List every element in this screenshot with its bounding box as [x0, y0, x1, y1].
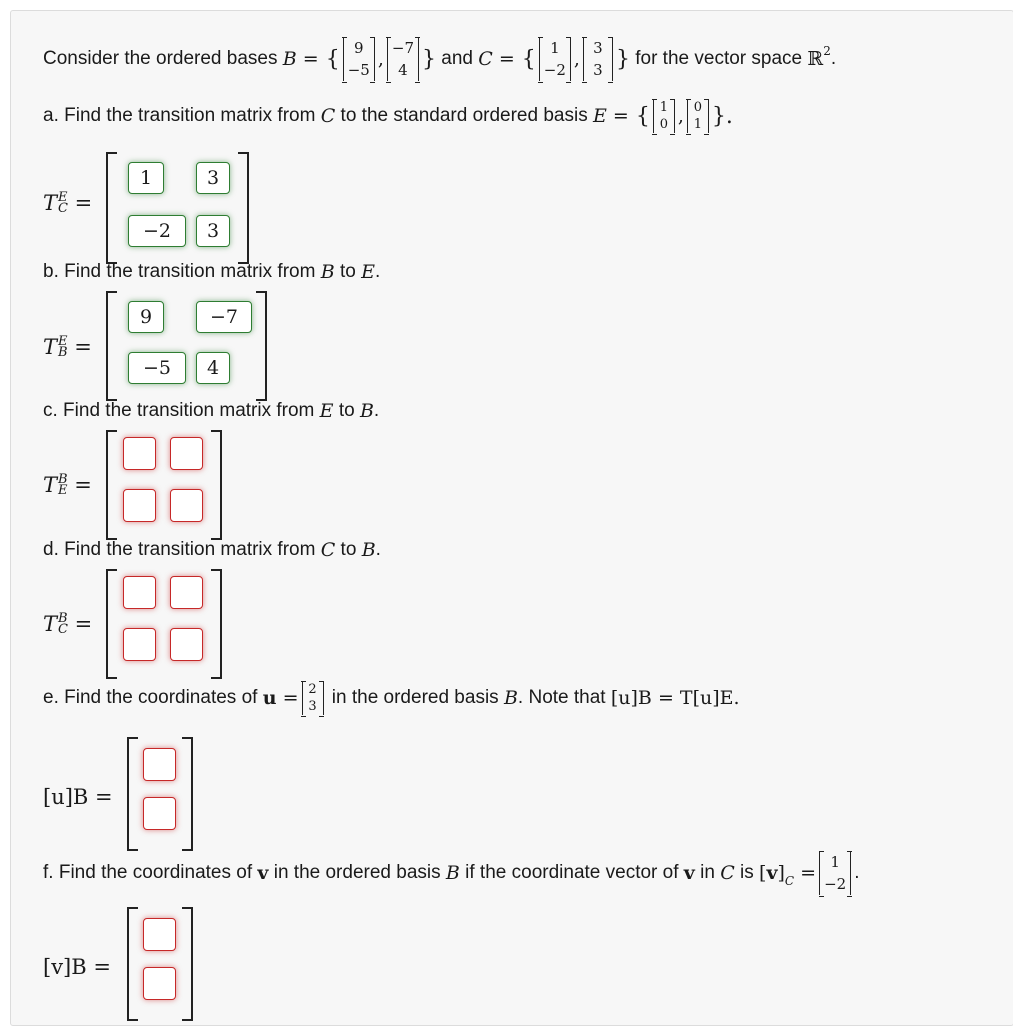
- label-T-B-C: T B C =: [43, 611, 93, 637]
- part-d-prompt: d. Find the transition matrix from C to B .: [43, 539, 381, 561]
- answer-input[interactable]: [170, 628, 203, 661]
- intro-text: Consider the ordered bases: [43, 48, 278, 69]
- label-u-B: [u]B =: [43, 785, 113, 809]
- matrix-T-E-C: [106, 152, 249, 264]
- u-vector: 2 3: [302, 681, 324, 715]
- matrix-cell[interactable]: −2: [128, 215, 186, 247]
- intro-line: Consider the ordered bases B = { 9 −5 , −7 4 } and C = { 1 −2 , 3 3 } for the vector space ℝ 2 .: [43, 39, 837, 79]
- basis-C-vector-1: 1 −2: [539, 37, 571, 81]
- matrix-cell[interactable]: 4: [196, 352, 230, 384]
- label-T-E-B: T E B =: [43, 334, 92, 360]
- part-f-prompt: f. Find the coordinates of v in the ordered basis B if the coordinate vector of v in C is $[v]_C$ = 1 −2 .: [43, 853, 860, 893]
- answer-input[interactable]: [123, 437, 156, 470]
- basis-C-vector-2: 3 3: [583, 37, 613, 81]
- v-C-vector: 1 −2: [819, 851, 851, 895]
- matrix-cell[interactable]: 3: [196, 162, 230, 194]
- label-T-E-C: T E C =: [43, 190, 93, 216]
- answer-input[interactable]: [170, 489, 203, 522]
- matrix-T-E-B: [106, 291, 267, 401]
- part-c-prompt: c. Find the transition matrix from E to B .: [43, 400, 380, 422]
- basis-E-vector-2: 0 1: [687, 99, 709, 133]
- answer-input[interactable]: [123, 489, 156, 522]
- answer-input[interactable]: [170, 576, 203, 609]
- label-v-B: [v]B =: [43, 955, 111, 979]
- basis-B-vector-1: 9 −5: [343, 37, 375, 81]
- label-T-B-E: T B E =: [43, 472, 92, 498]
- answer-input[interactable]: [123, 576, 156, 609]
- part-a-prompt: a. Find the transition matrix from C to the standard ordered basis E = { 1 0 , 0 1 }.: [43, 100, 733, 132]
- basis-E-vector-1: 1 0: [653, 99, 675, 133]
- answer-input[interactable]: [143, 797, 176, 830]
- basis-B-vector-2: −7 4: [387, 37, 419, 81]
- matrix-cell[interactable]: −7: [196, 301, 252, 333]
- part-b-prompt: b. Find the transition matrix from B to E .: [43, 261, 381, 283]
- matrix-T-B-C: [106, 569, 222, 679]
- vector-v-B: [127, 907, 193, 1021]
- answer-input[interactable]: [143, 748, 176, 781]
- answer-input[interactable]: [143, 967, 176, 1000]
- part-e-prompt: e. Find the coordinates of u = 2 3 in the ordered basis B . Note that [u]B = T[u]E.: [43, 682, 740, 714]
- matrix-cell[interactable]: 9: [128, 301, 164, 333]
- matrix-cell[interactable]: −5: [128, 352, 186, 384]
- vector-u-B: [127, 737, 193, 851]
- matrix-cell[interactable]: 3: [196, 215, 230, 247]
- matrix-T-B-E: [106, 430, 222, 540]
- matrix-cell[interactable]: 1: [128, 162, 164, 194]
- answer-input[interactable]: [170, 437, 203, 470]
- answer-input[interactable]: [143, 918, 176, 951]
- answer-input[interactable]: [123, 628, 156, 661]
- question-card: [10, 10, 1013, 1026]
